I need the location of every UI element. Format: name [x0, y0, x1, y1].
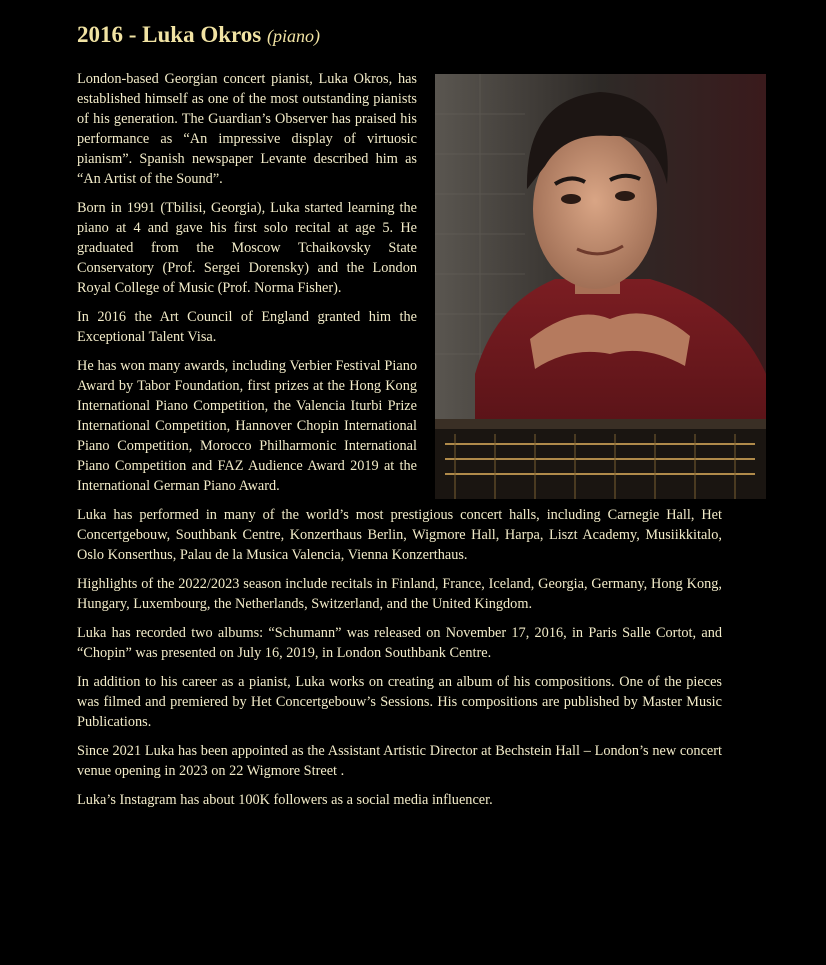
bio-paragraph-education: Born in 1991 (Tbilisi, Georgia), Luka started learning the piano at 4 and gave his first solo recital at age 5. He graduated from the Moscow Tchaikovsky State Conservatory (Prof. Sergei Dorensky) and the London Royal College of Music (Prof. Norma Fisher). [77, 200, 417, 296]
bio-paragraph-bechstein: Since 2021 Luka has been appointed as the Assistant Artistic Director at Bechstein Hall – London’s new concert venue opening in 2023 on 22 Wigmore Street . [77, 743, 722, 779]
bio-paragraph-albums: Luka has recorded two albums: “Schumann” was released on November 17, 2016, in Paris Salle Cortot, and “Chopin” was presented on July 16, 2019, in London Southbank Centre. [77, 625, 722, 661]
bio-paragraph-awards: He has won many awards, including Verbier Festival Piano Award by Tabor Foundation, first prizes at the Hong Kong International Piano Competition, the Valencia Iturbi Prize International Competition, Hannover Chopin International Piano Competition, Morocco Philharmonic International Piano Competition and FAZ Audience Award 2019 at the International German Piano Award. [77, 358, 417, 494]
bio-paragraph-instagram: Luka’s Instagram has about 100K followers as a social media influencer. [77, 792, 493, 808]
bio-paragraph-compositions: In addition to his career as a pianist, Luka works on creating an album of his compositions. One of the pieces was filmed and premiered by Het Concertgebouw’s Sessions. His compositions are published by Master Music Publications. [77, 674, 722, 730]
title-name: 2016 - Luka Okros [77, 22, 262, 47]
bio-paragraph-season: Highlights of the 2022/2023 season include recitals in Finland, France, Iceland, Georgia, Germany, Hong Kong, Hungary, Luxembourg, the Netherlands, Switzerland, and the United Kingdom. [77, 576, 722, 612]
title-instrument: (piano) [267, 26, 321, 46]
biography-text [77, 69, 722, 819]
page-title [77, 22, 320, 48]
bio-paragraph-visa: In 2016 the Art Council of England granted him the Exceptional Talent Visa. [77, 309, 417, 345]
bio-paragraph-concert-halls: Luka has performed in many of the world’s most prestigious concert halls, including Carnegie Hall, Het Concertgebouw, Southbank Centre, Konzerthaus Berlin, Wigmore Hall, Harpa, Liszt Academy, Musiikkitalo, Oslo Konserthus, Palau de la Musica Valencia, Vienna Konzerthaus. [77, 507, 722, 563]
bio-paragraph-intro: London-based Georgian concert pianist, Luka Okros, has established himself as one of the most outstanding pianists of his generation. The Guardian’s Observer has praised his performance as “An impressive display of virtuosic pianism”. Spanish newspaper Levante described him as “An Artist of the Sound”. [77, 71, 417, 187]
